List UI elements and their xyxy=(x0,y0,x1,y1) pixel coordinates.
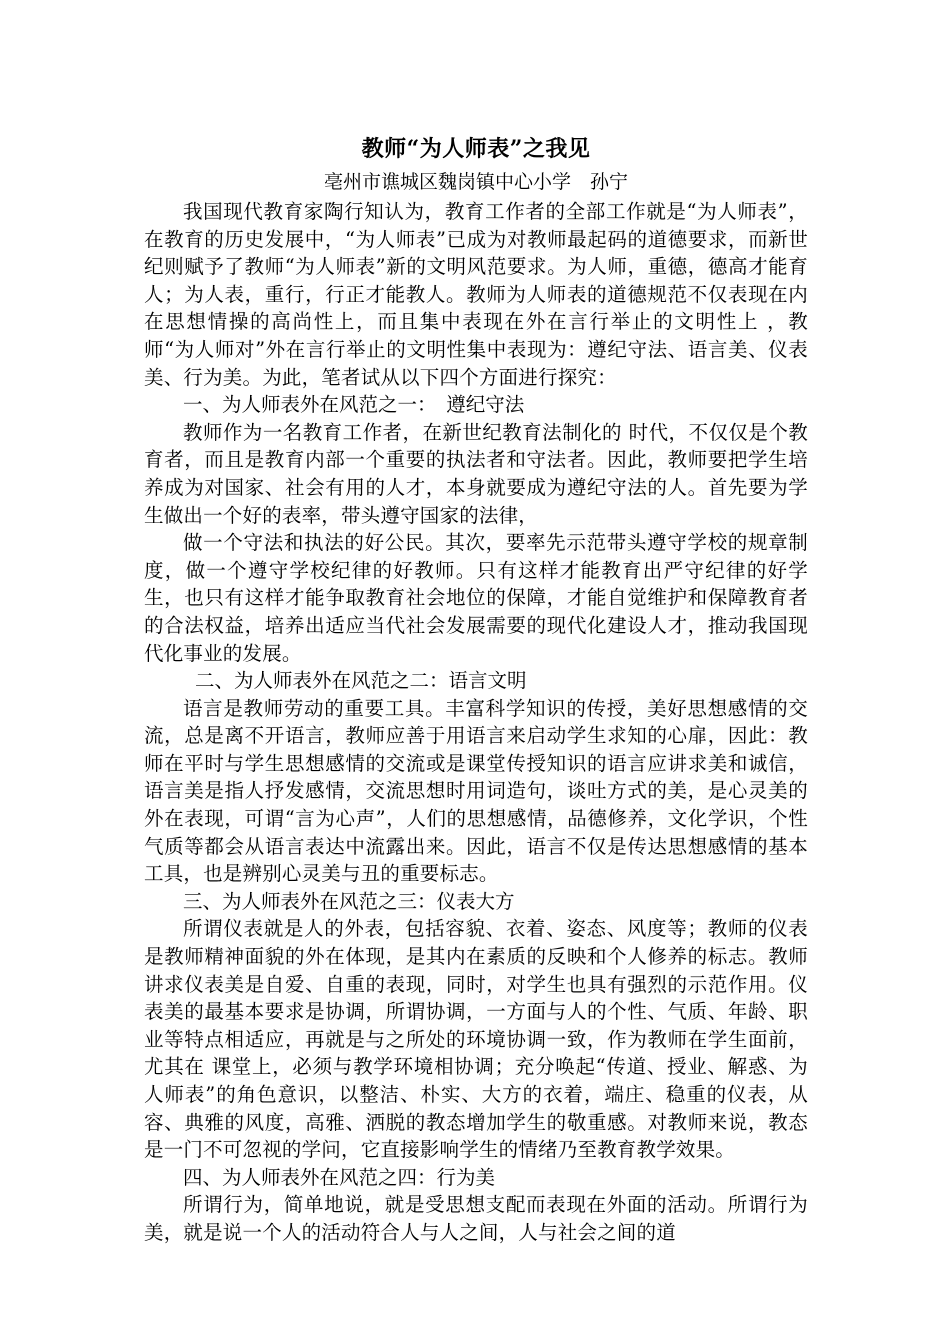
section-heading-1: 一、为人师表外在风范之一： 遵纪守法 xyxy=(183,393,525,417)
section-1-paragraph-2: 做一个守法和执法的好公民。其次，要率先示范带头遵守学校的规章制度，做一个遵守学校纪律的好教师。只有这样才能教育出严守纪律的好学生，也只有这样才能争取教育社会地位的保障，才能自觉维护和保障教育者的合法权益，培养出适应当代社会发展需要的现代化建设人才，推动我国现代化事业的发展。 xyxy=(144,531,808,665)
intro-paragraph: 我国现代教育家陶行知认为，教育工作者的全部工作就是“为人师表”，在教育的历史发展中，“为人师表”已成为对教师最起码的道德要求，而新世纪则赋予了教师“为人师表”新的文明风范要求。为人师，重德，德高才能育人；为人表，重行，行正才能教人。教师为人师表的道德规范不仅表现在内在思想情操的高尚性上，而且集中表现在外在言行举止的文明性上 ，教师“为人师对”外在言行举止的文明性集中表现为：遵纪守法、语言美、仪表美、行为美。为此，笔者试从以下四个方面进行探究： xyxy=(144,200,808,389)
section-heading-2: 二、为人师表外在风范之二：语言文明 xyxy=(195,669,527,693)
section-2-paragraph: 语言是教师劳动的重要工具。丰富科学知识的传授，美好思想感情的交流，总是离不开语言，教师应善于用语言来启动学生求知的心扉，因此：教师在平时与学生思想感情的交流或是课堂传授知识的语言应讲求美和诚信，语言美是指人抒发感情，交流思想时用词造句，谈吐方式的美，是心灵美的外在表现，可谓“言为心声”，人们的思想感情，品德修养，文化学识，个性气质等都会从语言表达中流露出来。因此，语言不仅是传达思想感情的基本工具，也是辨别心灵美与丑的重要标志。 xyxy=(144,696,808,886)
section-3-paragraph: 所谓仪表就是人的外表，包括容貌、衣着、姿态、风度等；教师的仪表是教师精神面貌的外在体现，是其内在素质的反映和个人修养的标志。教师讲求仪表美是自爱、自重的表现，同时，对学生也具有强烈的示范作用。仪表美的最基本要求是协调，所谓协调，一方面与人的个性、气质、年龄、职业等特点相适应，再就是与之所处的环境协调一致，作为教师在学生面前，尤其在 课堂上，必须与教学环境相协调；充分唤起“传道、授业、解惑、为人师表”的角色意识，以整洁、朴实、大方的衣着，端庄、稳重的仪表，从容、典雅的风度，高雅、洒脱的教态增加学生的敬重感。对教师来说，教态是一门不可忽视的学问，它直接影响学生的情绪乃至教育教学效果。 xyxy=(144,917,808,1162)
document-author: 亳州市谯城区魏岗镇中心小学 孙宁 xyxy=(323,171,628,193)
section-heading-3: 三、为人师表外在风范之三：仪表大方 xyxy=(183,889,515,913)
section-1-paragraph-1: 教师作为一名教育工作者，在新世纪教育法制化的 时代，不仅仅是个教育者，而且是教育内部一个重要的执法者和守法者。因此，教师要把学生培养成为对国家、社会有用的人才，本身就要成为遵纪守法的人。首先要为学生做出一个好的表率，带头遵守国家的法律， xyxy=(144,420,808,527)
section-heading-4: 四、为人师表外在风范之四：行为美 xyxy=(183,1165,496,1189)
document-title: 教师“为人师表”之我见 xyxy=(361,136,591,162)
document-page xyxy=(144,130,808,1247)
section-4-paragraph: 所谓行为，简单地说，就是受思想支配而表现在外面的活动。所谓行为美，就是说一个人的活动符合人与人之间，人与社会之间的道 xyxy=(144,1193,808,1244)
